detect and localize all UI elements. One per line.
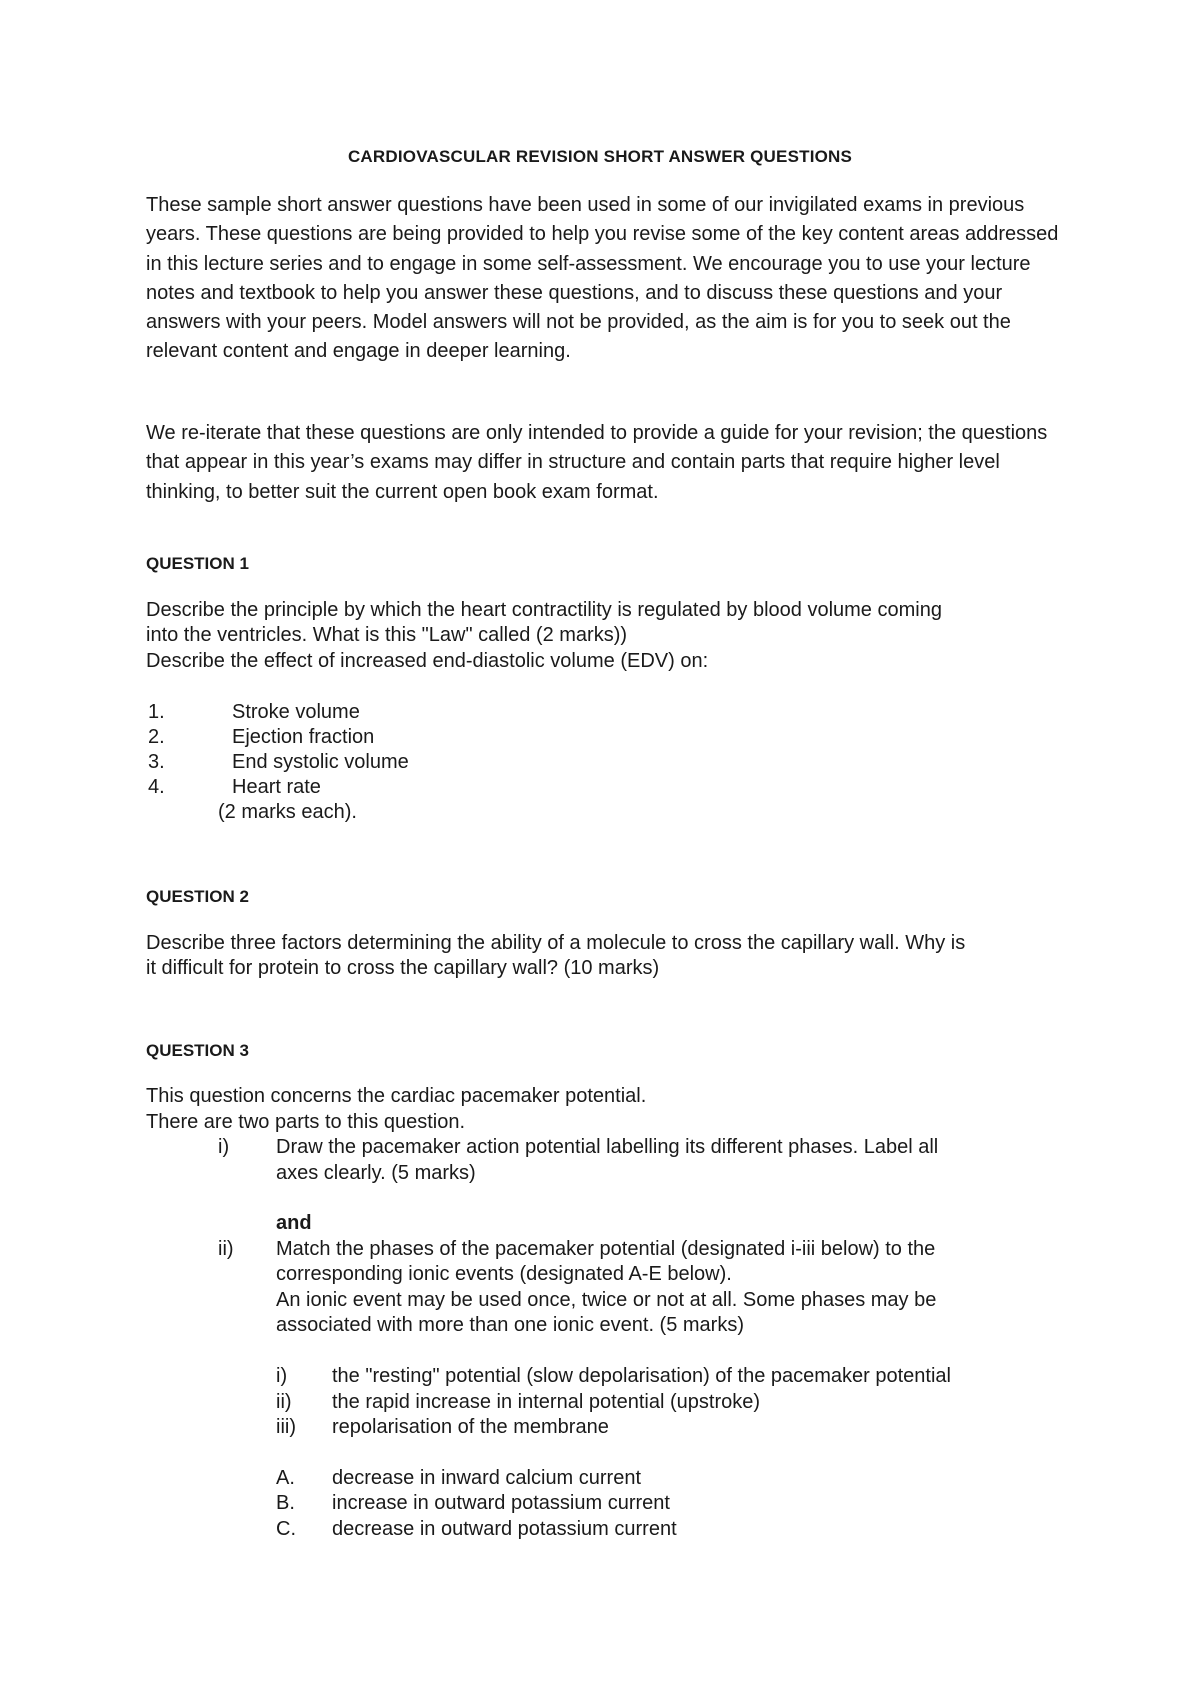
part-ii-line: corresponding ionic events (designated A-E below). bbox=[276, 1263, 732, 1285]
page-title: CARDIOVASCULAR REVISION SHORT ANSWER QUESTIONS bbox=[347, 147, 853, 166]
phase-text: the rapid increase in internal potential (upstroke) bbox=[332, 1391, 761, 1413]
question-2-line: Describe three factors determining the ability of a molecule to cross the capillary wall. Why is bbox=[146, 932, 966, 954]
event-label: C. bbox=[276, 1518, 296, 1540]
list-item: Heart rate bbox=[232, 776, 321, 798]
question-3-intro: This question concerns the cardiac pacemaker potential. bbox=[146, 1085, 647, 1107]
event-text: decrease in outward potassium current bbox=[332, 1518, 677, 1540]
event-text: increase in outward potassium current bbox=[332, 1492, 670, 1514]
question-1-heading: QUESTION 1 bbox=[146, 554, 249, 573]
event-label: B. bbox=[276, 1492, 295, 1514]
list-item: End systolic volume bbox=[232, 751, 409, 773]
list-item: Stroke volume bbox=[232, 701, 360, 723]
marks-note: (2 marks each). bbox=[218, 801, 357, 823]
list-number: 1. bbox=[148, 701, 165, 723]
question-2-line: it difficult for protein to cross the capillary wall? (10 marks) bbox=[146, 957, 660, 979]
list-number: 2. bbox=[148, 726, 165, 748]
question-1-line: Describe the principle by which the heart contractility is regulated by blood volume coming bbox=[146, 599, 942, 621]
list-item: Ejection fraction bbox=[232, 726, 375, 748]
part-i-line: axes clearly. (5 marks) bbox=[276, 1162, 476, 1184]
question-3-intro: There are two parts to this question. bbox=[146, 1111, 466, 1133]
question-2-heading: QUESTION 2 bbox=[146, 887, 249, 906]
question-3-heading: QUESTION 3 bbox=[146, 1041, 249, 1060]
phase-label: ii) bbox=[276, 1391, 292, 1413]
part-ii-label: ii) bbox=[218, 1238, 234, 1260]
event-label: A. bbox=[276, 1467, 295, 1489]
part-ii-line: associated with more than one ionic event. (5 marks) bbox=[276, 1314, 744, 1336]
event-text: decrease in inward calcium current bbox=[332, 1467, 642, 1489]
list-number: 4. bbox=[148, 776, 165, 798]
phase-label: i) bbox=[276, 1365, 288, 1387]
phase-text: repolarisation of the membrane bbox=[332, 1416, 609, 1438]
list-number: 3. bbox=[148, 751, 165, 773]
part-ii-line: Match the phases of the pacemaker potential (designated i-iii below) to the bbox=[276, 1238, 936, 1260]
question-1-line: Describe the effect of increased end-diastolic volume (EDV) on: bbox=[146, 650, 709, 672]
part-ii-line: An ionic event may be used once, twice or not at all. Some phases may be bbox=[276, 1289, 937, 1311]
and-connector: and bbox=[276, 1212, 312, 1234]
phase-text: the "resting" potential (slow depolarisation) of the pacemaker potential bbox=[332, 1365, 951, 1387]
intro-paragraph-1: These sample short answer questions have been used in some of our invigilated exams in previous years. These questions are being provided to help you revise some of the key content areas addressed in this lecture series and to engage in some self-assessment. We encourage you to use your lecture notes and textbook to help you answer these questions, and to discuss these questions and your answers with your peers. Model answers will not be provided, as the aim is for you to seek out the relevant content and engage in deeper learning. bbox=[146, 194, 1059, 363]
intro-paragraph-2: We re-iterate that these questions are only intended to provide a guide for your revision; the questions that appear in this year’s exams may differ in structure and contain parts that require higher level thinking, to better suit the current open book exam format. bbox=[146, 422, 1048, 503]
part-i-label: i) bbox=[218, 1136, 230, 1158]
phase-label: iii) bbox=[276, 1416, 296, 1438]
question-1-line: into the ventricles. What is this "Law" called (2 marks)) bbox=[146, 624, 628, 646]
part-i-line: Draw the pacemaker action potential labelling its different phases. Label all bbox=[276, 1136, 939, 1158]
